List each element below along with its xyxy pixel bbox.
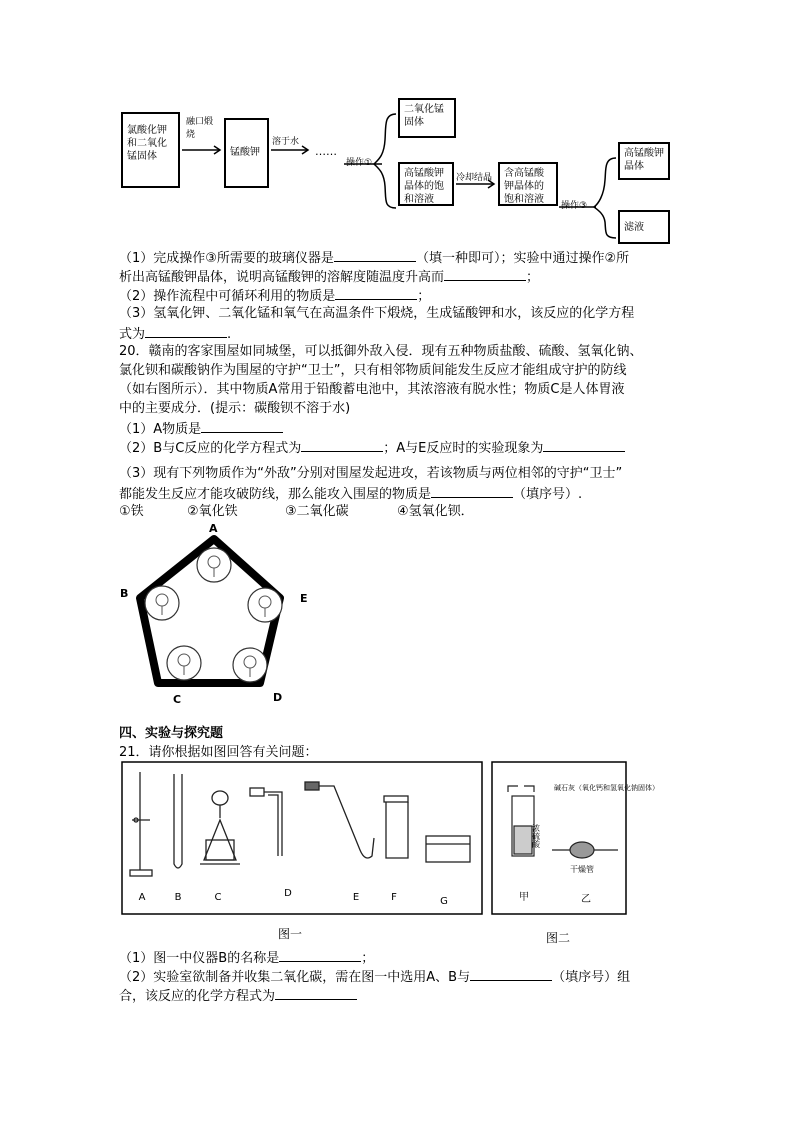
- fig2-label-jia: 甲: [519, 892, 529, 903]
- delivery-tube-icon: [305, 782, 374, 858]
- q19-line-1: （1）完成操作③所需要的玻璃仪器是 （填一种即可）；实验中通过操作②所: [119, 251, 630, 266]
- test-tube-icon: [174, 774, 182, 868]
- answer-blank[interactable]: [334, 249, 416, 262]
- q19-line-4: （3）氢氧化钾、二氧化锰和氧气在高温条件下煅烧，生成锰酸钾和水，该反应的化学方程: [119, 306, 635, 321]
- q20-sub-1: （1）A物质是: [119, 420, 283, 438]
- answer-blank[interactable]: [543, 439, 625, 452]
- fig2-tube-label: 干燥管: [570, 865, 594, 874]
- q19-line-5: 式为 .: [119, 327, 232, 342]
- flow-arrows: [0, 0, 794, 260]
- fig1-caption: 图一: [277, 927, 303, 941]
- fig1-label-c: C: [214, 892, 222, 903]
- flow-dots: ……: [315, 145, 337, 158]
- q20-sub-2: （2）B与C反应的化学方程式为 ；A与E反应时的实验现象为: [119, 439, 625, 457]
- answer-blank[interactable]: [431, 485, 513, 498]
- option-3: ③二氧化碳: [285, 504, 349, 519]
- flow-box-filtrate: 滤液: [618, 210, 670, 244]
- option-2: ②氧化铁: [187, 504, 238, 519]
- q21-sub-2: （2）实验室欲制备并收集二氧化碳，需在图一中选用A、B与 （填序号）组: [119, 970, 631, 985]
- fig2-lime-label: 碱石灰（氧化钙和氢氧化钠固体）: [554, 784, 659, 792]
- answer-blank[interactable]: [275, 987, 357, 1000]
- flow-op3-label: 操作③: [561, 201, 588, 211]
- label-d: D: [273, 691, 283, 704]
- q20-sub-3b: 都能发生反应才能攻破防线，那么能攻入围屋的物质是 （填序号）.: [119, 487, 583, 502]
- flow-arrow-label-3: 冷却结晶: [456, 173, 493, 183]
- q19-line-2: 析出高锰酸钾晶体，说明高锰酸钾的溶解度随温度升高而 ；: [119, 270, 540, 285]
- label-e: E: [300, 592, 308, 605]
- q19-line-3: （2）操作流程中可循环利用的物质是 ；: [119, 289, 431, 304]
- flow-box-mno2: 二氧化锰固体: [398, 98, 456, 138]
- flow-box-reactants: 氯酸化钾和二氧化锰固体: [121, 112, 180, 188]
- q21-stem: 21．请你根据如图回答有关问题：: [119, 745, 318, 760]
- q21-sub-1: （1）图一中仪器B的名称是 ；: [119, 951, 375, 966]
- figure-two-apparatus: [490, 760, 659, 950]
- iron-stand-icon: [130, 772, 152, 876]
- glass-tube-icon: [250, 788, 282, 856]
- fig1-label-e: E: [352, 892, 360, 903]
- q20-sub-3a: （3）现有下列物质作为“外敌”分别对围屋发起进攻，若该物质与两位相邻的守护“卫士”: [119, 466, 623, 481]
- q20-line-2: 氯化钡和碳酸钠作为围屋的守护“卫士”，只有相邻物质间能发生反应才能组成守护的防线: [119, 363, 627, 378]
- pentagon-figure: [110, 515, 320, 710]
- flow-arrow-label-1: 融口煅烧: [186, 117, 214, 140]
- answer-blank[interactable]: [301, 439, 383, 452]
- answer-blank[interactable]: [470, 968, 552, 981]
- fig2-acid-label: 浓硫酸: [531, 824, 541, 848]
- label-c: C: [173, 693, 182, 706]
- fig1-label-d: D: [284, 888, 292, 899]
- option-4: ④氢氧化钡．: [397, 504, 474, 519]
- flow-box-saturated: 高锰酸钾晶体的饱和溶液: [398, 162, 454, 206]
- water-trough-icon: [426, 836, 470, 862]
- fig1-label-a: A: [138, 892, 146, 903]
- answer-blank[interactable]: [201, 420, 283, 433]
- section-title: 四、实验与探究题: [119, 726, 224, 741]
- q20-line-3: （如右图所示）．其中物质A常用于铅酸蓄电池中，其浓溶液有脱水性；物质C是人体胃液: [119, 382, 625, 397]
- option-1: ①铁: [119, 504, 144, 519]
- answer-blank[interactable]: [279, 949, 361, 962]
- fig2-caption: 图二: [545, 931, 571, 945]
- fig1-label-f: F: [391, 892, 397, 903]
- q21-sub-3: 合，该反应的化学方程式为: [119, 987, 357, 1005]
- flow-box-manganate: 锰酸钾: [224, 118, 269, 188]
- q20-line-4: 中的主要成分．(提示：碳酸钡不溶于水): [119, 401, 351, 416]
- alcohol-lamp-icon: [200, 791, 240, 864]
- label-b: B: [120, 587, 129, 600]
- answer-blank[interactable]: [335, 287, 417, 300]
- drying-tube-icon: [552, 842, 618, 858]
- flow-op1-label: 操作①: [346, 158, 373, 168]
- label-a: A: [209, 522, 218, 535]
- answer-blank[interactable]: [145, 325, 227, 338]
- fig1-label-b: B: [174, 892, 182, 903]
- q20-line-1: 20．赣南的客家围屋如同城堡，可以抵御外敌入侵．现有五种物质盐酸、硫酸、氢氧化钠、: [119, 344, 643, 359]
- flow-box-crystal: 高锰酸钾晶体: [618, 142, 670, 180]
- gas-washing-bottle-icon: [508, 786, 534, 856]
- gas-bottle-icon: [384, 796, 408, 858]
- fig2-label-yi: 乙: [581, 894, 591, 905]
- answer-blank[interactable]: [444, 268, 526, 281]
- figure-one-apparatus: [120, 760, 486, 950]
- flow-arrow-label-2: 溶于水: [272, 137, 300, 147]
- flow-box-mixture: 含高锰酸钾晶体的饱和溶液: [498, 162, 558, 206]
- fig1-label-g: G: [440, 896, 448, 907]
